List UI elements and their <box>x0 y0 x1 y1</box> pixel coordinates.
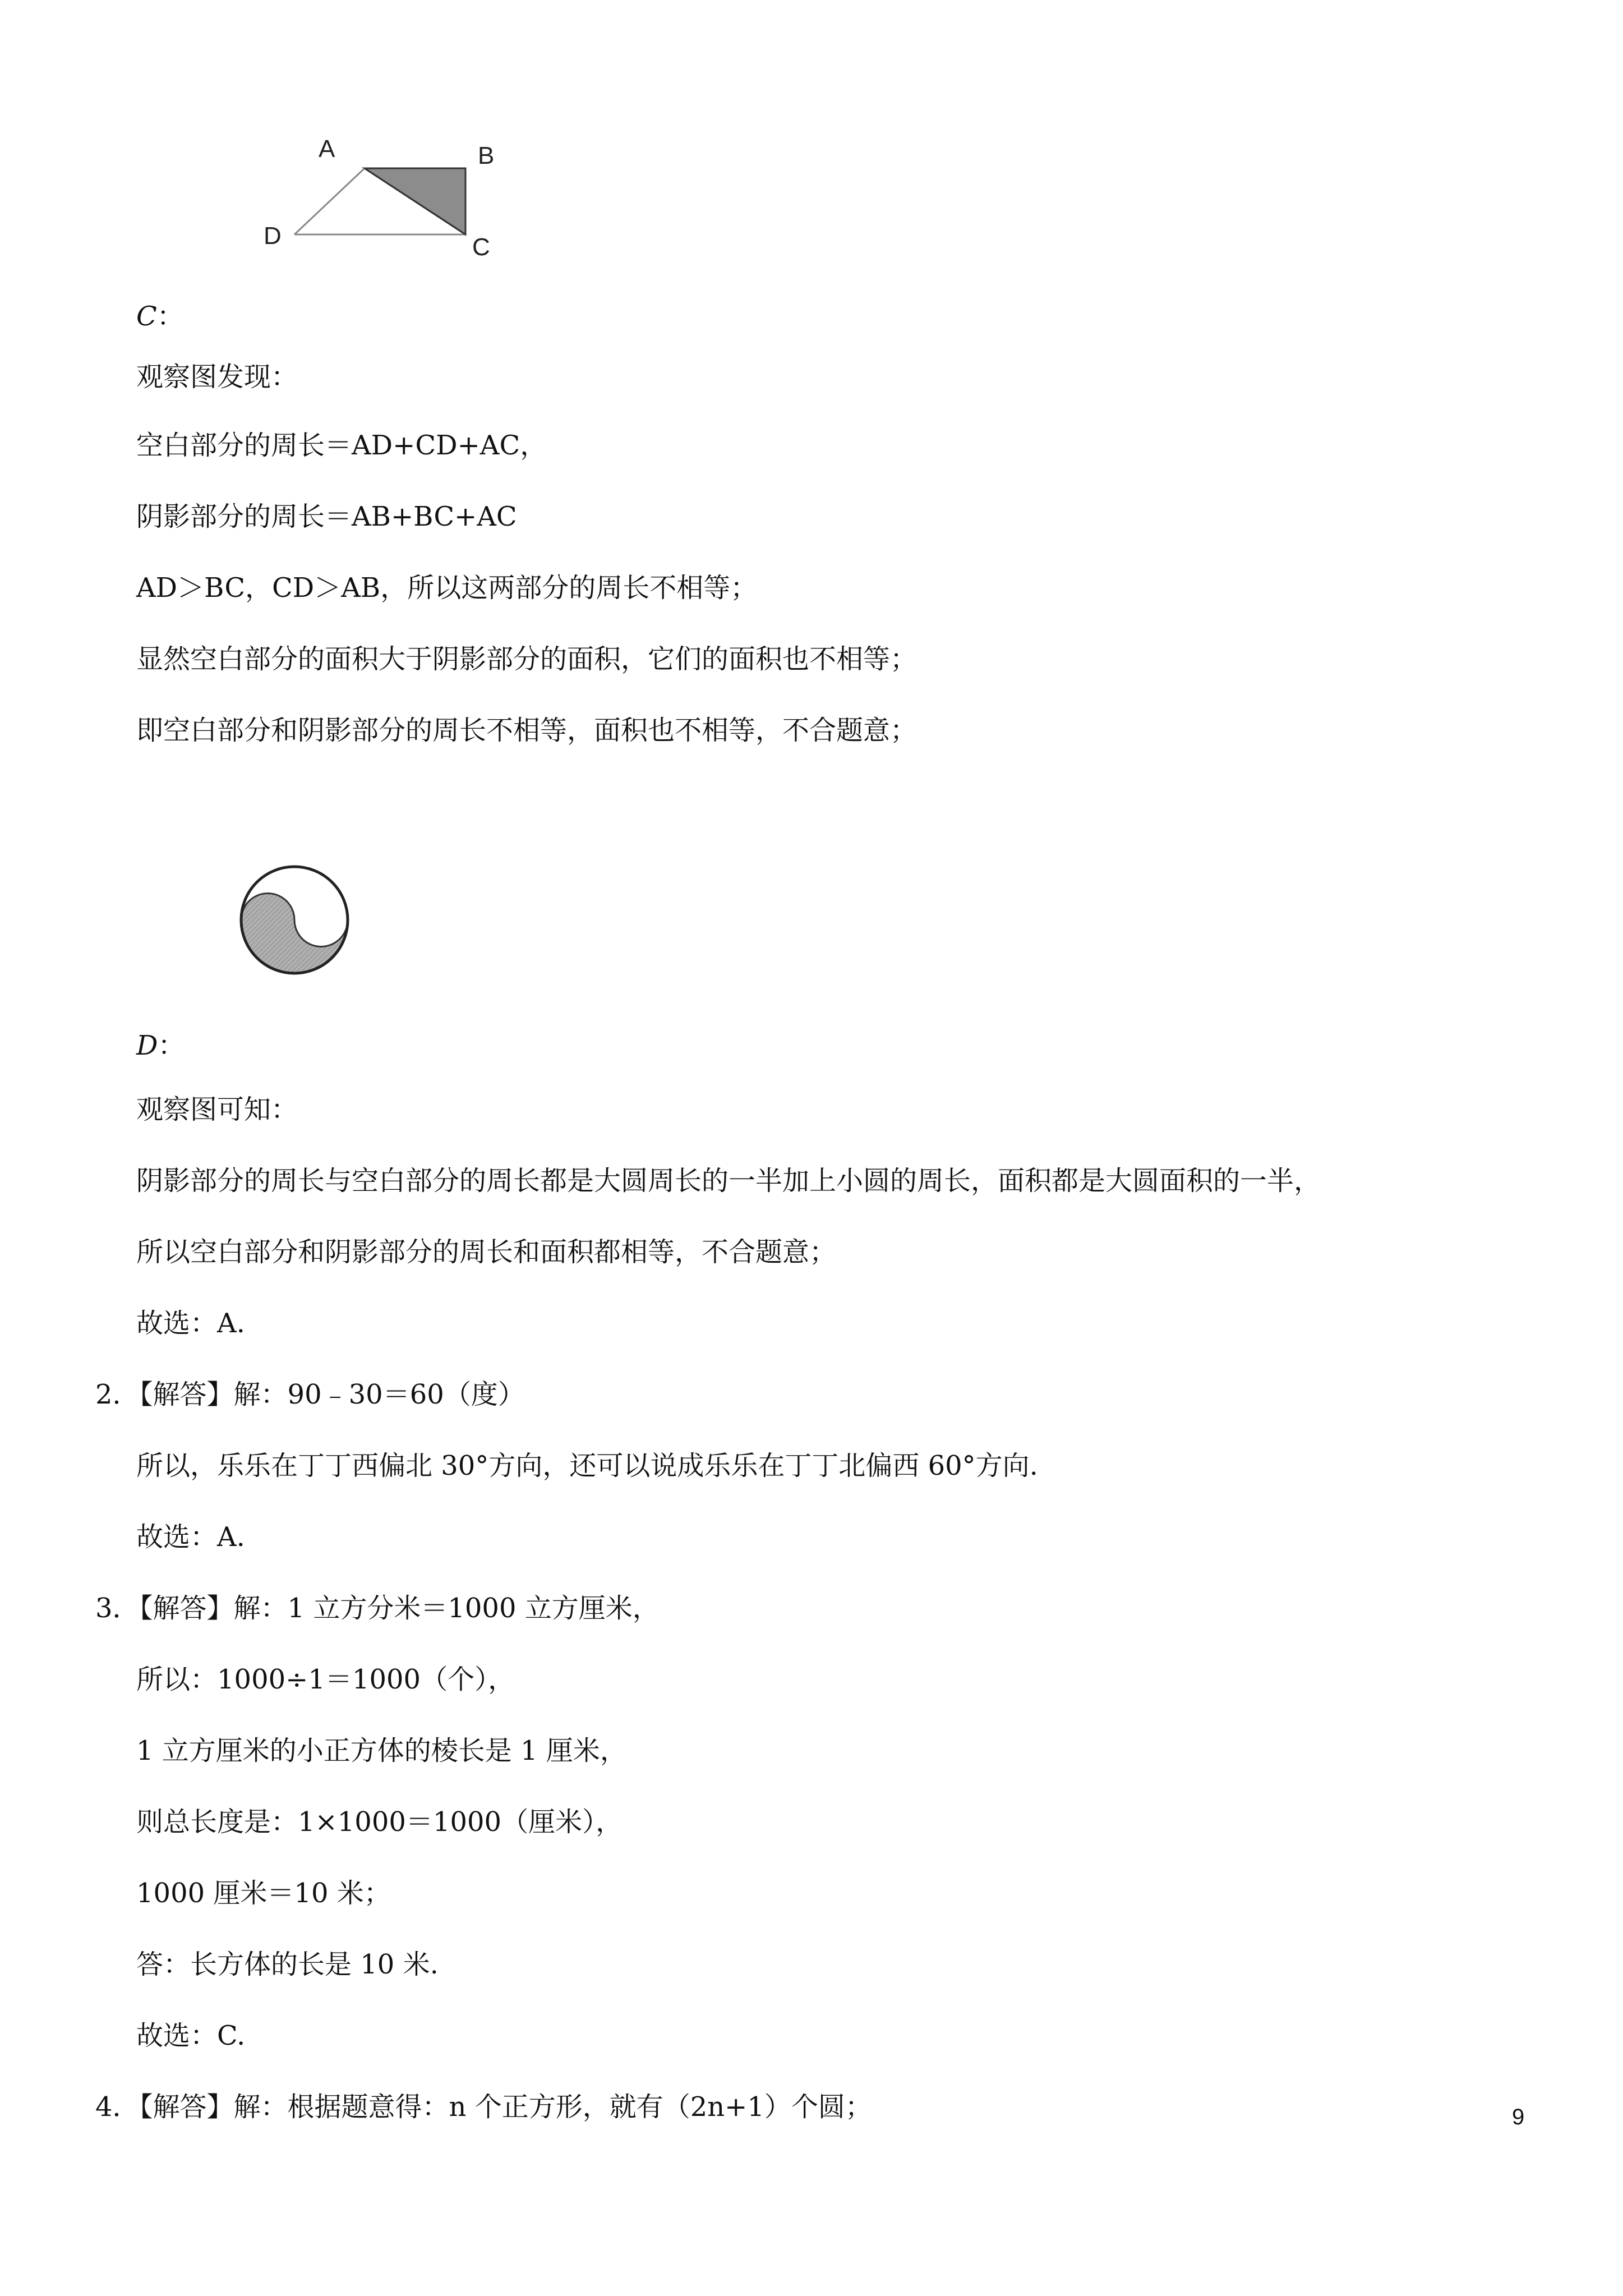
text-line: AD＞BC，CD＞AB，所以这两部分的周长不相等； <box>136 572 758 604</box>
text-line: 阴影部分的周长与空白部分的周长都是大圆周长的一半加上小圆的周长，面积都是大圆面积的一半， <box>136 1165 1321 1197</box>
text-line: 阴影部分的周长＝AB+BC+AC <box>136 501 517 532</box>
text-line: 故选：A. <box>136 1308 245 1339</box>
text-line: 则总长度是：1×1000＝1000（厘米）， <box>136 1806 623 1838</box>
text-line: 所以：1000÷1＝1000（个）， <box>136 1664 515 1695</box>
text-line: 观察图发现： <box>136 361 298 393</box>
page-number: 9 <box>1512 2105 1525 2129</box>
q4-heading: 4．【解答】解：根据题意得：n 个正方形，就有（2n+1）个圆； <box>95 2091 872 2123</box>
text-line: 故选：C. <box>136 2020 246 2051</box>
label-d: D <box>264 222 282 250</box>
text-line: 观察图可知： <box>136 1094 298 1125</box>
text-line: 即空白部分和阴影部分的周长不相等，面积也不相等，不合题意； <box>136 715 917 746</box>
label-a: A <box>319 135 335 163</box>
option-d-label: D： <box>136 1030 185 1061</box>
text-line: 空白部分的周长＝AD+CD+AC， <box>136 430 547 461</box>
shaded-region <box>241 894 348 974</box>
text-line: 1000 厘米＝10 米； <box>136 1878 391 1909</box>
circle-figure <box>236 861 353 979</box>
text-line: 故选：A. <box>136 1521 245 1553</box>
option-c-label: C： <box>136 301 184 332</box>
trapezoid-figure <box>247 129 516 275</box>
text-line: 答：长方体的长是 10 米. <box>136 1949 439 1980</box>
q3-heading: 3．【解答】解：1 立方分米＝1000 立方厘米， <box>95 1593 660 1624</box>
text-line: 所以，乐乐在丁丁西偏北 30°方向，还可以说成乐乐在丁丁北偏西 60°方向. <box>136 1450 1038 1481</box>
label-c: C <box>472 233 490 261</box>
q2-heading: 2．【解答】解：90﹣30＝60（度） <box>95 1379 525 1410</box>
text-line: 显然空白部分的面积大于阴影部分的面积，它们的面积也不相等； <box>136 643 917 675</box>
edge-ad <box>294 168 365 234</box>
text-line: 1 立方厘米的小正方体的棱长是 1 厘米， <box>136 1735 627 1766</box>
label-b: B <box>478 142 495 169</box>
text-line: 所以空白部分和阴影部分的周长和面积都相等，不合题意； <box>136 1236 837 1268</box>
